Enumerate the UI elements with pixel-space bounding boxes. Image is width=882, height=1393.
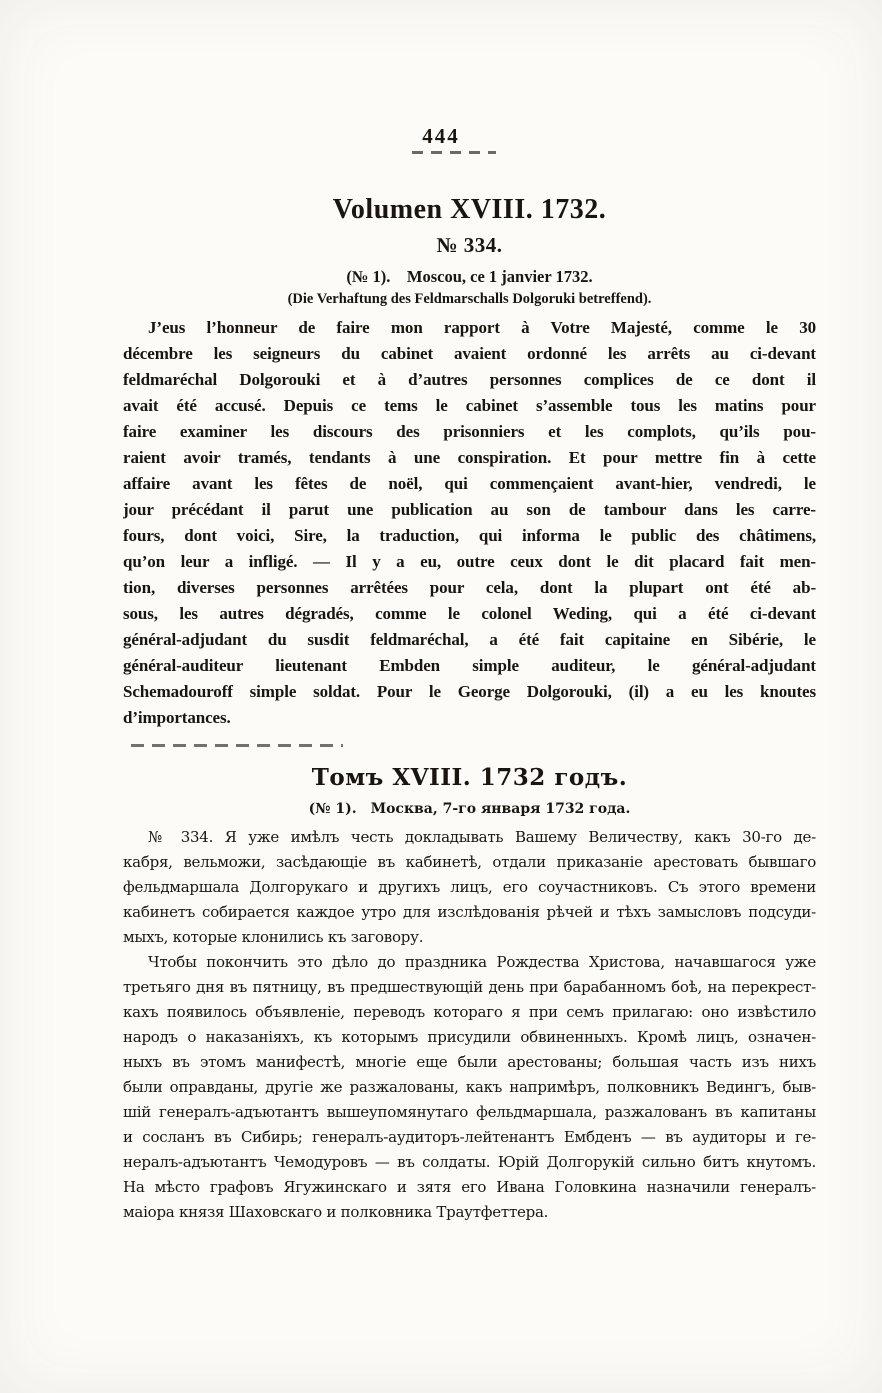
russian-paragraph-1: [123, 825, 816, 950]
french-section: [123, 194, 816, 731]
text-line: d’importances.: [123, 708, 231, 727]
russian-volume-heading: Томъ XVIII. 1732 годъ.: [311, 764, 628, 791]
russian-section: [123, 764, 816, 1225]
german-subject-line: (Die Verhaftung des Feldmarschalls Dolgoruki betreffend).: [287, 291, 652, 307]
text-line: faire examiner les discours des prisonniers et les complots, qu’ils pou-: [123, 422, 816, 441]
text-line: нералъ-адъютантъ Чемодуровъ — въ солдаты. Юрій Долгорукій сильно битъ кнутомъ.: [123, 1153, 816, 1171]
text-line: и сосланъ въ Сибирь; генералъ-аудиторъ-лейтенантъ Ембденъ — въ аудиторы и ге-: [123, 1128, 816, 1146]
text-line: фельдмаршала Долгорукаго и другихъ лицъ, его соучастниковъ. Съ этого времени: [123, 878, 816, 896]
text-column: [123, 194, 816, 1225]
french-paragraph: [123, 315, 816, 731]
text-line: jour précédant il parut une publication au son de tambour dans les carre-: [123, 500, 816, 519]
text-line: sous, les autres dégradés, comme le colonel Weding, qui a été ci-devant: [123, 604, 816, 623]
text-line: J’eus l’honneur de faire mon rapport à Votre Majesté, comme le 30: [148, 318, 816, 337]
text-line: кахъ появилось объявленіе, переводъ котораго я при семъ прилагаю: оно извѣстило: [123, 1003, 816, 1021]
text-line: На мѣсто графовъ Ягужинскаго и зятя его Ивана Головкина назначили генералъ-: [123, 1178, 816, 1196]
text-line: ныхъ въ этомъ манифестѣ, многіе еще были арестованы; большая часть изъ нихъ: [123, 1053, 816, 1071]
section-divider-rule: [131, 744, 343, 747]
text-line: Schemadouroff simple soldat. Pour le George Dolgorouki, (il) a eu les knoutes: [123, 682, 816, 701]
text-line: qu’on leur a infligé. — Il y a eu, outre ceux dont le dit placard fait men-: [123, 552, 816, 571]
page-header: [0, 0, 882, 154]
russian-paragraph-2: [123, 950, 816, 1225]
volume-heading: Volumen XVIII. 1732.: [332, 194, 607, 225]
entry-number-heading: № 334.: [436, 233, 503, 257]
french-dateline: (№ 1). Moscou, ce 1 janvier 1732.: [346, 267, 593, 286]
text-line: feldmaréchal Dolgorouki et à d’autres personnes complices de ce dont il: [123, 370, 816, 389]
page-number-rule: [412, 151, 496, 154]
page-number: 444: [422, 124, 460, 148]
text-line: третьяго дня въ пятницу, въ предшествующій день при барабанномъ боѣ, на перекрест-: [123, 978, 816, 996]
text-line: были оправданы, другіе же разжалованы, какъ напримѣръ, полковникъ Ведингъ, быв-: [123, 1078, 816, 1096]
text-line: général-adjudant du susdit feldmaréchal, a été fait capitaine en Sibérie, le: [123, 630, 816, 649]
russian-dateline: (№ 1). Москва, 7-го января 1732 года.: [308, 801, 631, 817]
text-line: tion, diverses personnes arrêtées pour cela, dont la plupart ont été ab-: [123, 578, 816, 597]
text-line: décembre les seigneurs du cabinet avaient ordonné les arrêts au ci-devant: [123, 344, 816, 363]
text-line: мыхъ, которые клонились къ заговору.: [123, 928, 424, 946]
text-line: шій генералъ-адъютантъ вышеупомянутаго фельдмаршала, разжалованъ въ капитаны: [123, 1103, 816, 1121]
text-line: № 334. Я уже имѣлъ честь докладывать Вашему Величеству, какъ 30-го де-: [148, 828, 816, 846]
text-line: народъ о наказаніяхъ, къ которымъ присудили обвиненныхъ. Кромѣ лицъ, означен-: [123, 1028, 816, 1046]
text-line: général-auditeur lieutenant Embden simple auditeur, le général-adjudant: [123, 656, 816, 675]
text-line: маіора князя Шаховскаго и полковника Траутфеттера.: [123, 1203, 549, 1221]
text-line: avait été accusé. Depuis ce tems le cabinet s’assemble tous les matins pour: [123, 396, 816, 415]
text-line: кабря, вельможи, засѣдающіе въ кабинетѣ, отдали приказаніе арестовать бывшаго: [123, 853, 816, 871]
text-line: fours, dont voici, Sire, la traduction, qui informa le public des châtimens,: [123, 526, 816, 545]
text-line: кабинетъ собирается каждое утро для изслѣдованія рѣчей и тѣхъ замысловъ подсуди-: [123, 903, 816, 921]
text-line: Чтобы покончить это дѣло до праздника Рождества Христова, начавшагося уже: [148, 953, 816, 971]
text-line: raient avoir tramés, tendants à une conspiration. Et pour mettre fin à cette: [123, 448, 816, 467]
text-line: affaire avant les fêtes de noël, qui commençaient avant-hier, vendredi, le: [123, 474, 816, 493]
